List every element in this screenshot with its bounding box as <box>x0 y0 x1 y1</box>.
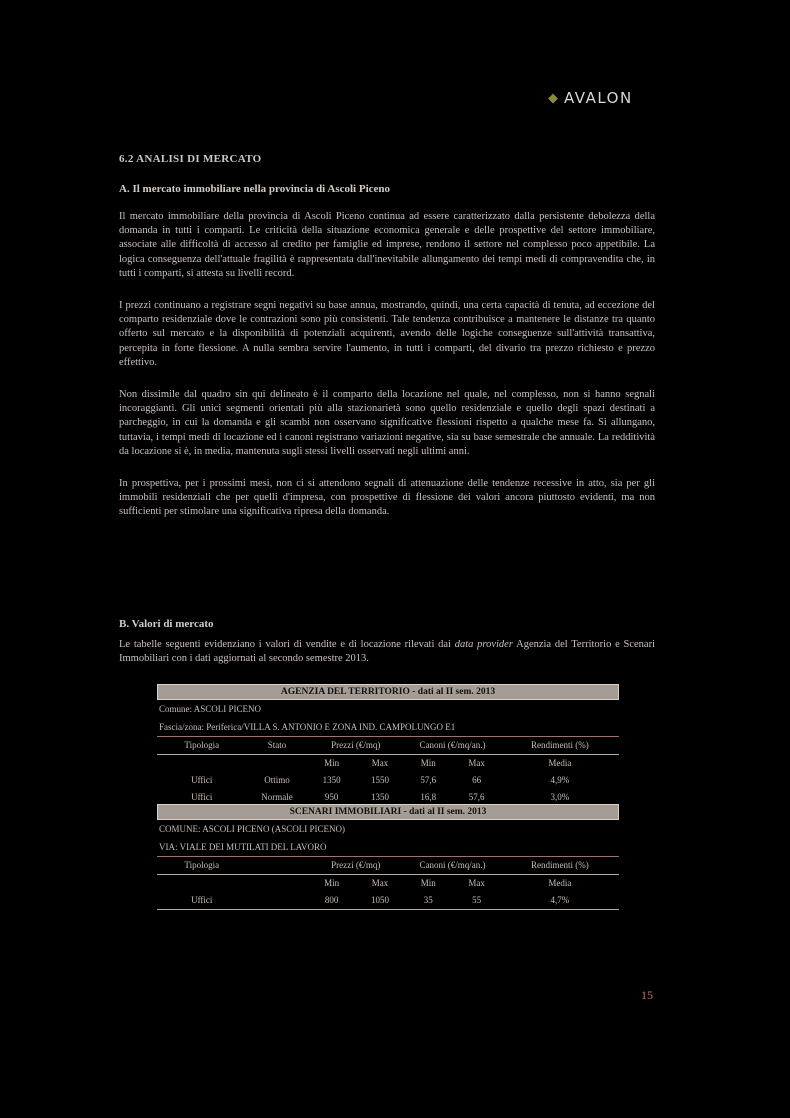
cell: 1350 <box>322 775 341 785</box>
table-agenzia-territorio <box>157 684 619 807</box>
col-header: Tipologia <box>184 740 220 750</box>
cell: 35 <box>423 895 433 905</box>
col-header: Canoni (€/mq/an.) <box>419 740 486 750</box>
cell: 66 <box>472 775 482 785</box>
paragraph: In prospettiva, per i prossimi mesi, non ci si attendono segnali di attenuazione delle tendenze recessive in atto, sia per gli immobili residenziali che per quelli d'impresa, con prospettive di flessione dei valori ancora piuttosto evidenti, ma non sufficienti per stimolare una significativa ripresa della domanda. <box>119 478 655 518</box>
cell: 57,6 <box>420 775 437 785</box>
empty-cell <box>247 857 308 874</box>
subsection-b-intro <box>119 638 655 666</box>
table-header-row <box>157 857 619 875</box>
cell: 1550 <box>370 775 389 785</box>
col-header: Rendimenti (%) <box>531 860 589 870</box>
cell: Uffici <box>191 895 213 905</box>
cell: 57,6 <box>468 792 485 802</box>
page-number: 15 <box>641 988 653 1002</box>
subheader: Max <box>371 758 389 768</box>
table-grid <box>157 736 619 807</box>
paragraph: Non dissimile dal quadro sin qui delineato è il comparto della locazione nel quale, nel complesso, non si hanno segnali incoraggianti. Gli unici segmenti orientati più alla stazionarietà sono quello residenziale e quello degli spazi destinati a parcheggio, in cui la domanda e gli scambi non osservano significative flessioni rispetto a qualche mese fa. Si allungano, tuttavia, i tempi medi di locazione ed i canoni registrano variazioni negative, sia su base semestrale che annuale. La redditività da locazione si è, in media, mantenuta sugli stessi livelli osservati negli ultimi anni. <box>119 389 655 457</box>
table-via: VIA: VIALE DEI MUTILATI DEL LAVORO <box>159 842 327 852</box>
company-logo <box>548 89 633 107</box>
table-subheader-row <box>157 755 619 772</box>
logo-mark-icon: ◆ <box>548 90 558 106</box>
cell: Ottimo <box>264 775 290 785</box>
empty-cell <box>247 755 308 772</box>
table-subheader-row <box>157 875 619 892</box>
intro-text: Agenzia del Territorio e Scenari Immobiliari con i dati aggiornati al secondo semestre 2013. <box>119 639 655 665</box>
cell: 55 <box>472 895 482 905</box>
subheader: Min <box>420 758 436 768</box>
subsection-b-title: B. Valori di mercato <box>119 618 214 630</box>
subheader: Max <box>371 878 389 888</box>
cell: 3,0% <box>550 792 570 802</box>
logo-text: AVALON <box>564 89 633 107</box>
col-header: Tipologia <box>184 860 220 870</box>
intro-text: Le tabelle seguenti evidenziano i valori di vendite e di locazione rilevati dai <box>119 639 455 650</box>
cell: Normale <box>261 792 293 802</box>
col-header: Prezzi (€/mq) <box>331 860 381 870</box>
subheader: Max <box>468 758 485 768</box>
empty-cell <box>157 755 247 772</box>
section-title: 6.2 ANALISI DI MERCATO <box>119 153 262 165</box>
cell: Uffici <box>191 775 213 785</box>
empty-cell <box>247 892 308 909</box>
subheader: Min <box>324 878 340 888</box>
table-title: AGENZIA DEL TERRITORIO - dati al II sem. 2013 <box>157 684 619 700</box>
subheader: Media <box>548 878 572 888</box>
cell: 4,9% <box>550 775 570 785</box>
table-comune: Comune: ASCOLI PICENO <box>159 704 262 714</box>
cell: 1050 <box>370 895 389 905</box>
empty-cell <box>157 875 247 892</box>
cell: Uffici <box>191 792 213 802</box>
table-comune: COMUNE: ASCOLI PICENO (ASCOLI PICENO) <box>159 824 346 834</box>
col-header: Canoni (€/mq/an.) <box>419 860 486 870</box>
col-header: Rendimenti (%) <box>531 740 589 750</box>
cell: 16,8 <box>420 792 437 802</box>
paragraph: Il mercato immobiliare della provincia di Ascoli Piceno continua ad essere caratterizzato dalla persistente debolezza della domanda in tutti i comparti. Le criticità della situazione economica generale e delle prospettive del settore immobiliare, associate alle difficoltà di accesso al credito per famiglie ed imprese, rendono il settore nel complesso poco appetibile. La logica conseguenza dell'attuale fragilità è rappresentata dall'inevitabile allungamento dei tempi medi di compravendita che, in tutti i comparti, si attesta su livelli record. <box>119 211 655 279</box>
empty-cell <box>247 875 308 892</box>
subheader: Max <box>468 878 485 888</box>
subsection-a-title: A. Il mercato immobiliare nella provincia di Ascoli Piceno <box>119 183 391 195</box>
intro-italic: data provider <box>454 639 513 650</box>
table-row <box>157 772 619 789</box>
subheader: Media <box>548 758 572 768</box>
cell: 800 <box>324 895 339 905</box>
table-scenari-immobiliari <box>157 804 619 910</box>
table-grid <box>157 856 619 910</box>
subheader: Min <box>420 878 436 888</box>
subheader: Min <box>324 758 340 768</box>
paragraph: I prezzi continuano a registrare segni negativi su base annua, mostrando, quindi, una certa capacità di tenuta, ad eccezione del comparto residenziale dove le contrazioni sono più consistenti. Tale tendenza contribuisce a mantenere le distanze tra quanto offerto sul mercato e la disponibilità di potenziali acquirenti, avendo delle logiche conseguenze sull'attività transattiva, percepita in forte flessione. A nulla sembra servire l'aumento, in tutti i comparti, del divario tra prezzo richiesto e prezzo effettivo. <box>119 300 655 368</box>
section-a <box>119 153 655 538</box>
table-title: SCENARI IMMOBILIARI - dati al II sem. 2013 <box>157 804 619 820</box>
cell: 4,7% <box>550 895 570 905</box>
table-row <box>157 892 619 910</box>
col-header: Prezzi (€/mq) <box>331 740 381 750</box>
cell: 1350 <box>370 792 389 802</box>
cell: 950 <box>324 792 339 802</box>
table-header-row <box>157 737 619 755</box>
table-fascia: Fascia/zona: Periferica/VILLA S. ANTONIO E ZONA IND. CAMPOLUNGO E1 <box>159 722 456 732</box>
col-header: Stato <box>267 740 287 750</box>
section-b <box>119 618 655 666</box>
